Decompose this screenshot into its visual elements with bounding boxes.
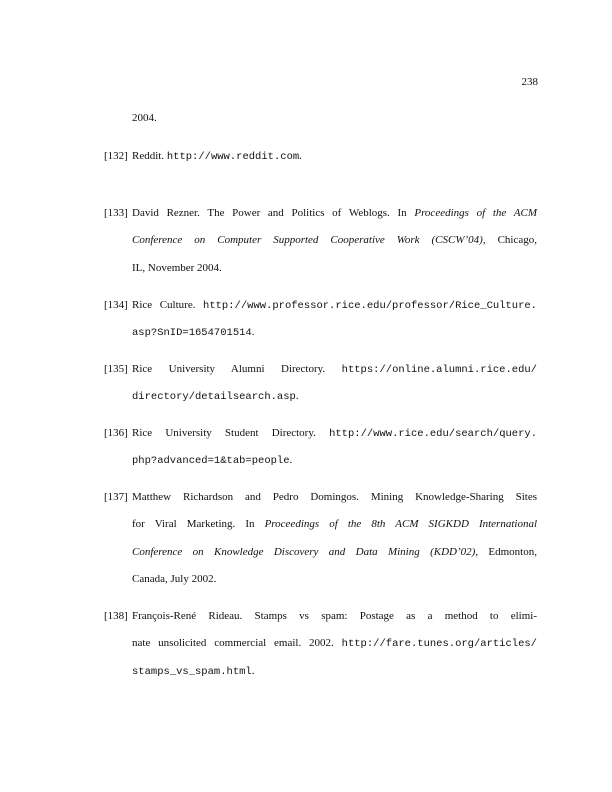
reference-line [132, 664, 537, 679]
reference-line [132, 325, 537, 340]
continuation-text: 2004. [132, 112, 157, 124]
reference-text: . [295, 390, 299, 402]
reference-text: François-René Rideau. Stamps vs spam: Postage as a method to elimi- [132, 610, 537, 622]
url-link[interactable]: http://fare.tunes.org/articles/ [341, 638, 537, 650]
reference-text: Matthew Richardson and Pedro Domingos. Mining Knowledge-Sharing Sites [132, 491, 537, 503]
reference-line [132, 149, 537, 164]
reference-line [132, 389, 537, 404]
reference-line [132, 206, 537, 220]
reference-text: nate unsolicited commercial email. 2002. [132, 637, 342, 649]
reference-text: David Rezner. The Power and Politics of Weblogs. In [132, 207, 415, 219]
reference-text: Rice Culture. [132, 299, 204, 311]
reference-line [132, 362, 537, 377]
url-link[interactable]: stamps_vs_spam.html [132, 666, 252, 678]
reference-line [132, 609, 537, 623]
reference-line [132, 572, 537, 586]
reference-text: . [289, 454, 293, 466]
reference-label: [132] [104, 150, 128, 162]
reference-label: [134] [104, 299, 128, 311]
reference-text: Conference on Computer Supported Cooperative Work (CSCW’04) [132, 234, 483, 246]
reference-text: Canada, July 2002. [132, 573, 217, 585]
url-link[interactable]: asp?SnID=1654701514 [132, 327, 252, 339]
reference-line [132, 426, 537, 441]
reference-text: for Viral Marketing. In [132, 518, 265, 530]
reference-text: Conference on Knowledge Discovery and Data Mining (KDD’02) [132, 546, 476, 558]
url-link[interactable]: http://www.rice.edu/search/query. [329, 428, 537, 440]
url-link[interactable]: http://www.reddit.com [166, 151, 300, 163]
reference-line [132, 545, 537, 559]
reference-text: Rice University Alumni Directory. [132, 363, 342, 375]
url-link[interactable]: http://www.professor.rice.edu/professor/Rice_Culture. [203, 300, 537, 312]
reference-line [132, 490, 537, 504]
reference-text: . [299, 150, 302, 162]
reference-text: , Edmonton, [475, 546, 537, 558]
reference-text: Proceedings of the ACM [414, 207, 537, 219]
reference-label: [135] [104, 363, 128, 375]
reference-text: IL, November 2004. [132, 262, 222, 274]
reference-text: Rice University Student Directory. [132, 427, 330, 439]
reference-line [132, 636, 537, 651]
url-link[interactable]: directory/detailsearch.asp [132, 391, 296, 403]
reference-label: [133] [104, 207, 128, 219]
reference-text: . [251, 326, 255, 338]
url-link[interactable]: https://online.alumni.rice.edu/ [341, 364, 537, 376]
reference-line [132, 298, 537, 313]
reference-text: Proceedings of the 8th ACM SIGKDD International [264, 518, 538, 530]
reference-label: [137] [104, 491, 128, 503]
reference-label: [138] [104, 610, 128, 622]
reference-line [132, 453, 537, 468]
reference-line [132, 517, 537, 531]
url-link[interactable]: php?advanced=1&tab=people [132, 455, 290, 467]
reference-line [132, 261, 537, 275]
reference-line [132, 233, 537, 247]
page-number: 238 [521, 76, 538, 88]
reference-text: . [251, 665, 255, 677]
reference-label: [136] [104, 427, 128, 439]
reference-text: , Chicago, [482, 234, 537, 246]
reference-text: Reddit. [132, 150, 167, 162]
